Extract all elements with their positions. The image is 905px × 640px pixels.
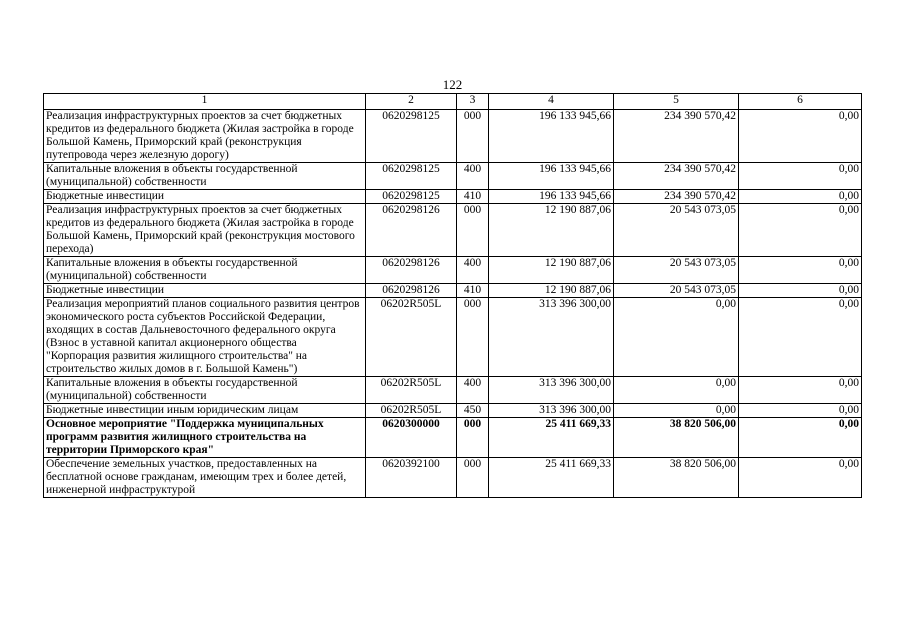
row-value-col5: 20 543 073,05 <box>614 284 739 298</box>
row-value-col4: 313 396 300,00 <box>489 298 614 377</box>
row-code: 0620298126 <box>366 257 457 284</box>
table-row <box>44 257 862 284</box>
table-row <box>44 204 862 257</box>
row-code: 0620298125 <box>366 190 457 204</box>
row-value-col4: 313 396 300,00 <box>489 404 614 418</box>
row-value-col5: 234 390 570,42 <box>614 110 739 163</box>
row-code: 0620392100 <box>366 458 457 498</box>
row-value-col6: 0,00 <box>739 110 862 163</box>
table-header-row <box>44 94 862 110</box>
row-value-col6: 0,00 <box>739 377 862 404</box>
row-name: Капитальные вложения в объекты государственной (муниципальной) собственности <box>44 163 366 190</box>
row-name: Реализация мероприятий планов социального развития центров экономического роста субъектов Российской Федерации, входящих в состав Дальневосточного федерального округа (Взнос в уставной капитал акционерного общества "Корпорация развития жилищного строительства" на строительство жилых домов в г. Большой Камень") <box>44 298 366 377</box>
row-value-col6: 0,00 <box>739 418 862 458</box>
budget-table <box>43 93 862 498</box>
row-name: Бюджетные инвестиции иным юридическим лицам <box>44 404 366 418</box>
table-row <box>44 298 862 377</box>
row-code: 06202R505L <box>366 404 457 418</box>
row-expense-type: 000 <box>457 110 489 163</box>
row-expense-type: 000 <box>457 298 489 377</box>
row-value-col4: 196 133 945,66 <box>489 163 614 190</box>
column-header-5: 5 <box>614 94 739 110</box>
row-name: Основное мероприятие "Поддержка муниципальных программ развития жилищного строительства на территории Приморского края" <box>44 418 366 458</box>
row-value-col5: 38 820 506,00 <box>614 458 739 498</box>
row-value-col4: 25 411 669,33 <box>489 418 614 458</box>
row-expense-type: 000 <box>457 418 489 458</box>
row-name: Капитальные вложения в объекты государственной (муниципальной) собственности <box>44 257 366 284</box>
column-header-2: 2 <box>366 94 457 110</box>
row-value-col5: 0,00 <box>614 404 739 418</box>
table-row <box>44 458 862 498</box>
row-expense-type: 410 <box>457 284 489 298</box>
row-value-col4: 12 190 887,06 <box>489 204 614 257</box>
row-value-col6: 0,00 <box>739 204 862 257</box>
row-value-col4: 313 396 300,00 <box>489 377 614 404</box>
table-row <box>44 404 862 418</box>
row-code: 0620300000 <box>366 418 457 458</box>
row-value-col5: 234 390 570,42 <box>614 163 739 190</box>
row-value-col5: 38 820 506,00 <box>614 418 739 458</box>
column-header-6: 6 <box>739 94 862 110</box>
table-row <box>44 110 862 163</box>
row-value-col6: 0,00 <box>739 257 862 284</box>
row-value-col6: 0,00 <box>739 190 862 204</box>
row-value-col4: 25 411 669,33 <box>489 458 614 498</box>
table-body <box>44 110 862 498</box>
row-value-col6: 0,00 <box>739 284 862 298</box>
row-expense-type: 400 <box>457 257 489 284</box>
row-value-col5: 234 390 570,42 <box>614 190 739 204</box>
row-expense-type: 000 <box>457 204 489 257</box>
row-value-col6: 0,00 <box>739 163 862 190</box>
row-value-col5: 20 543 073,05 <box>614 257 739 284</box>
row-code: 06202R505L <box>366 377 457 404</box>
table-row <box>44 163 862 190</box>
row-value-col6: 0,00 <box>739 404 862 418</box>
row-name: Бюджетные инвестиции <box>44 190 366 204</box>
row-value-col5: 0,00 <box>614 377 739 404</box>
row-value-col4: 12 190 887,06 <box>489 257 614 284</box>
column-header-4: 4 <box>489 94 614 110</box>
row-name: Обеспечение земельных участков, предоставленных на бесплатной основе гражданам, имеющим трех и более детей, инженерной инфраструктурой <box>44 458 366 498</box>
row-value-col4: 196 133 945,66 <box>489 190 614 204</box>
row-code: 0620298125 <box>366 110 457 163</box>
column-header-3: 3 <box>457 94 489 110</box>
table-row <box>44 377 862 404</box>
row-code: 0620298126 <box>366 284 457 298</box>
row-code: 0620298126 <box>366 204 457 257</box>
page-number: 122 <box>442 77 463 92</box>
row-name: Бюджетные инвестиции <box>44 284 366 298</box>
row-expense-type: 400 <box>457 377 489 404</box>
table-row-bold <box>44 418 862 458</box>
row-value-col6: 0,00 <box>739 298 862 377</box>
row-value-col6: 0,00 <box>739 458 862 498</box>
row-expense-type: 000 <box>457 458 489 498</box>
row-expense-type: 450 <box>457 404 489 418</box>
row-code: 06202R505L <box>366 298 457 377</box>
row-value-col4: 196 133 945,66 <box>489 110 614 163</box>
column-header-1: 1 <box>44 94 366 110</box>
row-expense-type: 410 <box>457 190 489 204</box>
row-value-col5: 0,00 <box>614 298 739 377</box>
table-row <box>44 284 862 298</box>
table-row <box>44 190 862 204</box>
row-name: Реализация инфраструктурных проектов за счет бюджетных кредитов из федерального бюджета (Жилая застройка в городе Большой Камень, Приморский край (реконструкция мостового перехода) <box>44 204 366 257</box>
row-expense-type: 400 <box>457 163 489 190</box>
row-name: Капитальные вложения в объекты государственной (муниципальной) собственности <box>44 377 366 404</box>
row-name: Реализация инфраструктурных проектов за счет бюджетных кредитов из федерального бюджета (Жилая застройка в городе Большой Камень, Приморский край (реконструкция путепровода через железную дорогу) <box>44 110 366 163</box>
row-code: 0620298125 <box>366 163 457 190</box>
row-value-col5: 20 543 073,05 <box>614 204 739 257</box>
row-value-col4: 12 190 887,06 <box>489 284 614 298</box>
